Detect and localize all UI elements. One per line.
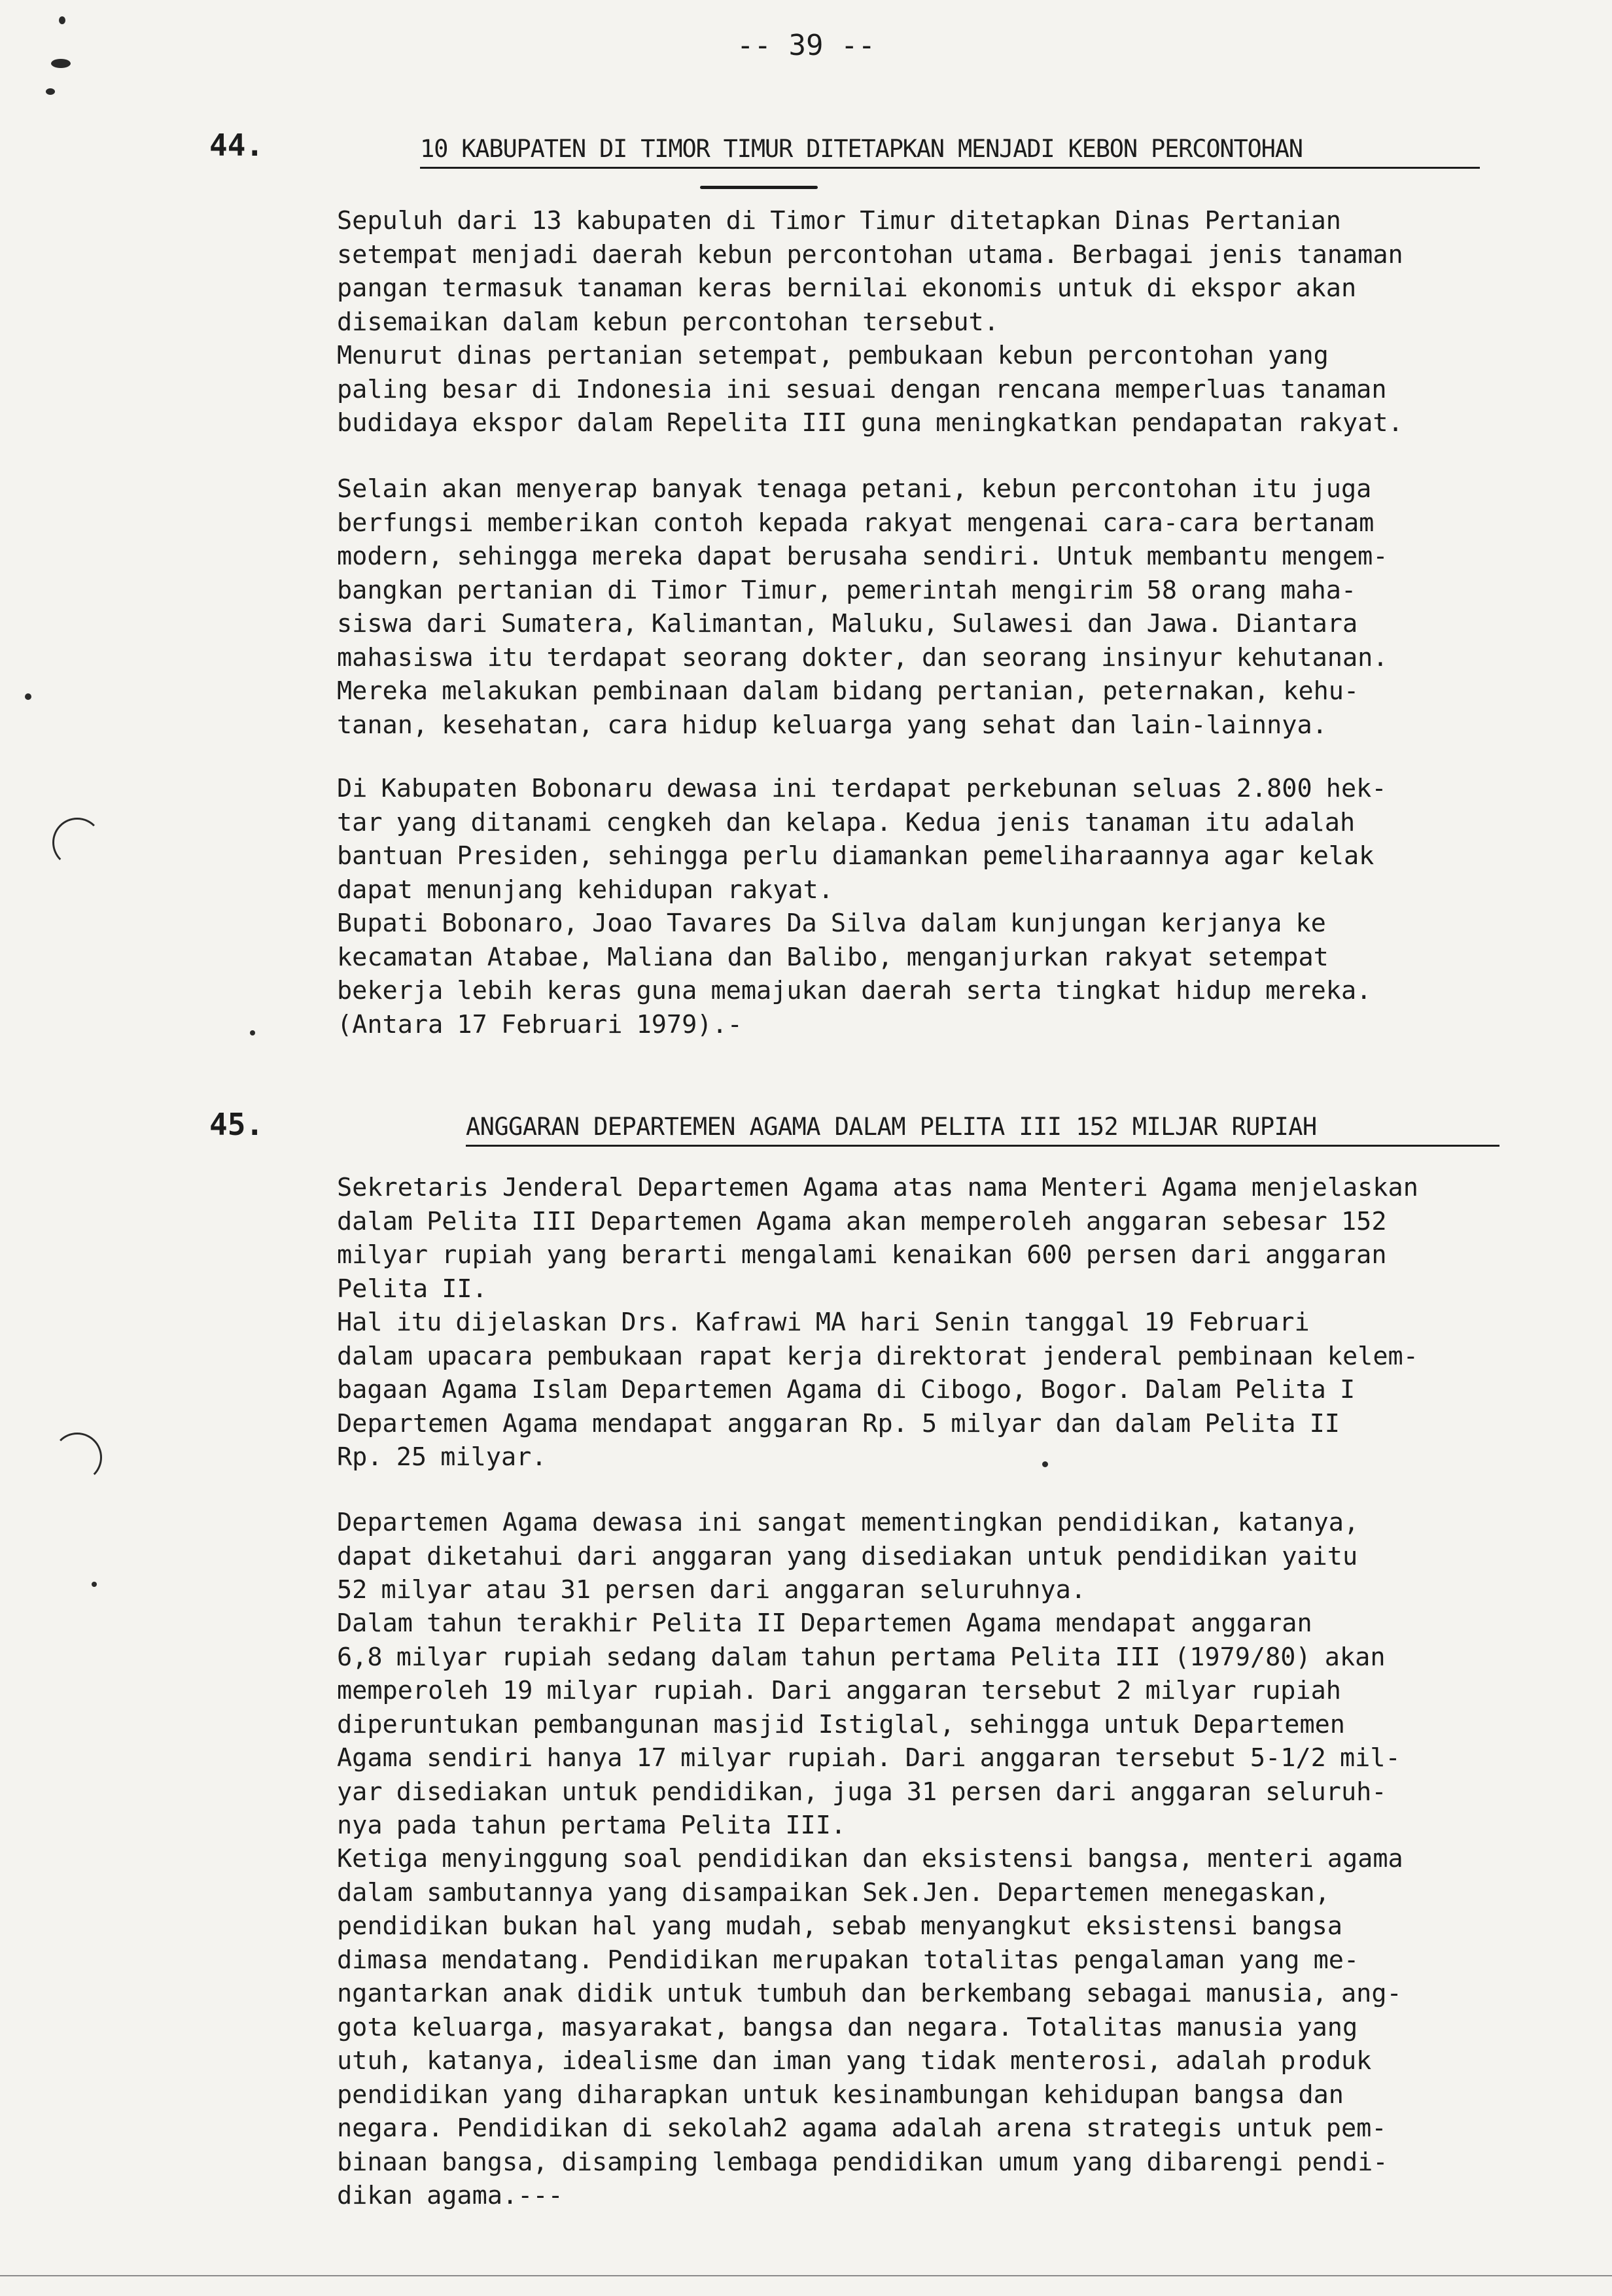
article-number: 45. bbox=[209, 1107, 264, 1142]
article-paragraph: Dalam tahun terakhir Pelita II Departemen Agama mendapat anggaran 6,8 milyar rupiah sedang dalam tahun pertama Pelita III (1979/80) akan memperoleh 19 milyar rupiah. Dari anggaran tersebut 2 milyar rupiah diperuntukan pembangunan masjid Istiglal, sehingga untuk Departemen Agama sendiri hanya 17 milyar rupiah. Dari anggaran tersebut 5-1/2 mil- yar disediakan untuk pendidikan, juga 31 persen dari anggaran seluruh- nya pada tahun pertama Pelita III. bbox=[337, 1609, 1401, 1840]
scan-speck bbox=[92, 1582, 97, 1587]
article-number: 44. bbox=[209, 128, 264, 163]
scan-speck bbox=[1042, 1461, 1048, 1467]
margin-bracket-mark bbox=[52, 818, 102, 867]
article-paragraph: Sekretaris Jenderal Departemen Agama atas nama Menteri Agama menjelaskan dalam Pelita III Departemen Agama akan memperoleh anggaran sebesar 152 milyar rupiah yang berarti mengalami kenaikan 600 persen dari anggaran Pelita II. bbox=[337, 1173, 1418, 1304]
scan-bottom-edge bbox=[0, 2275, 1612, 2276]
article-paragraph: Hal itu dijelaskan Drs. Kafrawi MA hari Senin tanggal 19 Februari dalam upacara pembukaan rapat kerja direktorat jenderal pembinaan kelem- bagaan Agama Islam Departemen Agama di Cibogo, Bogor. Dalam Pelita I Departemen Agama mendapat anggaran Rp. 5 milyar dan dalam Pelita II Rp. 25 milyar. bbox=[337, 1308, 1418, 1472]
scan-speck bbox=[46, 88, 55, 95]
article-paragraph: Departemen Agama dewasa ini sangat mementingkan pendidikan, katanya, dapat diketahui dari anggaran yang disediakan untuk pendidikan yaitu 52 milyar atau 31 persen dari anggaran seluruhnya. bbox=[337, 1508, 1359, 1605]
article-paragraph: Selain akan menyerap banyak tenaga petani, kebun percontohan itu juga berfungsi memberikan contoh kepada rakyat mengenai cara-cara bertanam modern, sehingga mereka dapat berusaha sendiri. Untuk membantu mengem- bangkan pertanian di Timor Timur, pemerintah mengirim 58 orang maha- siswa dari Sumatera, Kalimantan, Maluku, Sulawesi dan Jawa. Diantara mahasiswa itu terdapat seorang dokter, dan seorang insinyur kehutanan. Mereka melakukan pembinaan dalam bidang pertanian, peternakan, kehu- tanan, kesehatan, cara hidup keluarga yang sehat dan lain-lainnya. bbox=[337, 474, 1388, 740]
headline-underline-accent bbox=[700, 186, 818, 189]
article-paragraph: Bupati Bobonaro, Joao Tavares Da Silva dalam kunjungan kerjanya ke kecamatan Atabae, Maliana dan Balibo, menganjurkan rakyat setempat bekerja lebih keras guna memajukan daerah serta tingkat hidup mereka. (Antara 17 Februari 1979).- bbox=[337, 909, 1372, 1039]
article-paragraph: Di Kabupaten Bobonaru dewasa ini terdapat perkebunan seluas 2.800 hek- tar yang ditanami cengkeh dan kelapa. Kedua jenis tanaman itu adalah bantuan Presiden, sehingga perlu diamankan pemeliharaannya agar kelak dapat menunjang kehidupan rakyat. bbox=[337, 774, 1387, 905]
article-headline: ANGGARAN DEPARTEMEN AGAMA DALAM PELITA III 152 MILJAR RUPIAH bbox=[466, 1109, 1499, 1147]
scan-speck bbox=[51, 59, 71, 68]
scan-speck bbox=[250, 1030, 255, 1035]
article-paragraph: Menurut dinas pertanian setempat, pembukaan kebun percontohan yang paling besar di Indonesia ini sesuai dengan rencana memperluas tanaman budidaya ekspor dalam Repelita III guna meningkatkan pendapatan rakyat. bbox=[337, 341, 1403, 438]
margin-bracket-mark bbox=[52, 1433, 102, 1482]
article-paragraph: Ketiga menyinggung soal pendidikan dan eksistensi bangsa, menteri agama dalam sambutannya yang disampaikan Sek.Jen. Departemen menegaskan, pendidikan bukan hal yang mudah, sebab menyangkut eksistensi bangsa dimasa mendatang. Pendidikan merupakan totalitas pengalaman yang me- ngantarkan anak didik untuk tumbuh dan berkembang sebagai manusia, ang- gota keluarga, masyarakat, bangsa dan negara. Totalitas manusia yang utuh, katanya, idealisme dan iman yang tidak menterosi, adalah produk pendidikan yang diharapkan untuk kesinambungan kehidupan bangsa dan negara. Pendidikan di sekolah2 agama adalah arena strategis untuk pem- binaan bangsa, disamping lembaga pendidikan umum yang dibarengi pendi- dikan agama.--- bbox=[337, 1844, 1403, 2210]
article-paragraph: Sepuluh dari 13 kabupaten di Timor Timur ditetapkan Dinas Pertanian setempat menjadi daerah kebun percontohan utama. Berbagai jenis tanaman pangan termasuk tanaman keras bernilai ekonomis untuk di ekspor akan disemaikan dalam kebun percontohan tersebut. bbox=[337, 206, 1403, 337]
scan-speck bbox=[25, 693, 31, 700]
page-number: -- 39 -- bbox=[737, 29, 875, 62]
scan-speck bbox=[59, 16, 65, 24]
article-headline: 10 KABUPATEN DI TIMOR TIMUR DITETAPKAN MENJADI KEBON PERCONTOHAN bbox=[420, 131, 1480, 169]
